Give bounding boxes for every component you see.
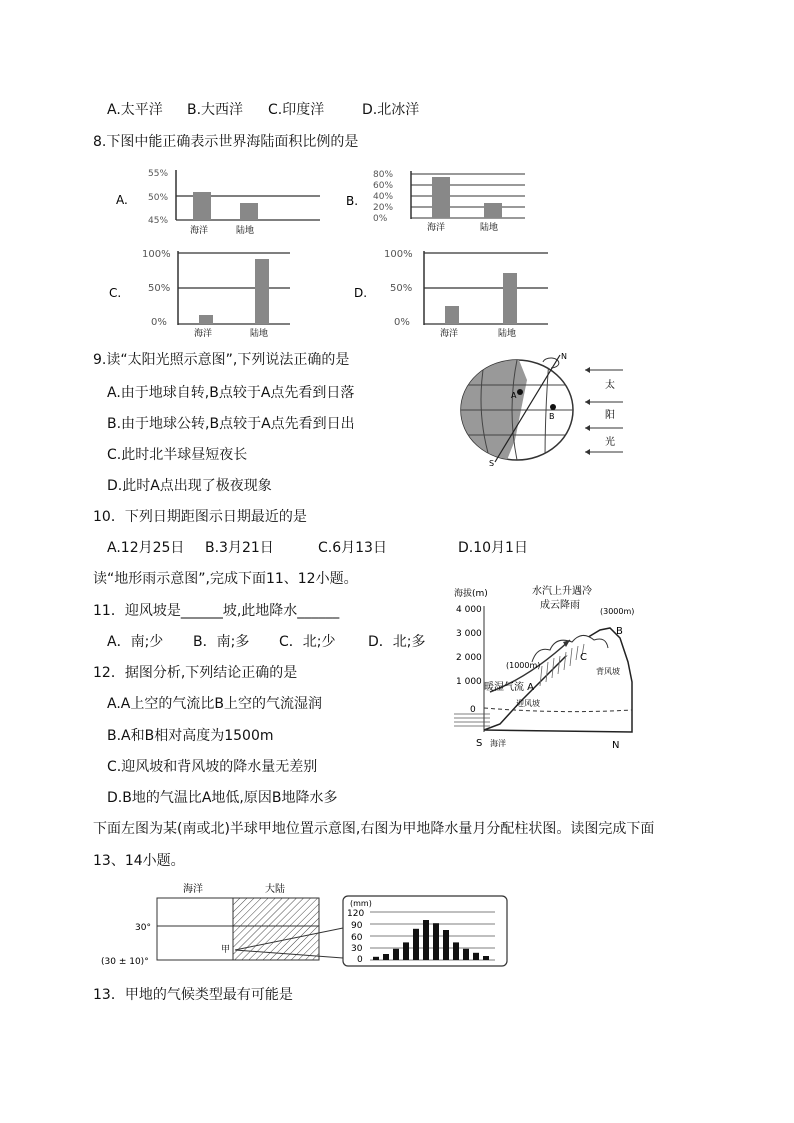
tick: 100% [142, 249, 171, 260]
orographic-rain-diagram [450, 582, 640, 756]
bar-land [255, 259, 269, 324]
point-a-label: A [511, 391, 517, 400]
sun-char-3: 光 [605, 437, 615, 448]
tick: 50% [148, 193, 169, 203]
q10-option-c: C.6月13日 [318, 540, 387, 556]
lat-30-label: 30° [135, 923, 151, 933]
tick: 55% [148, 169, 169, 179]
tick: 30 [351, 944, 363, 954]
location-precip-figure [95, 880, 515, 974]
tick: 3 000 [456, 629, 482, 639]
ocean-label: 海洋 [183, 884, 203, 895]
tick: 0% [151, 317, 167, 328]
tick: 0% [373, 214, 388, 224]
q8-chart-d [352, 243, 552, 347]
cat-land: 陆地 [250, 329, 269, 339]
tick: 4 000 [456, 605, 482, 615]
rain-title-2: 成云降雨 [540, 600, 580, 611]
sun-char-1: 太 [605, 380, 615, 391]
lat-range-label: (30 ± 10)° [101, 957, 149, 967]
jia-label: 甲 [221, 945, 231, 955]
q8-chart-b [343, 163, 533, 239]
sun-char-2: 阳 [605, 410, 615, 421]
tick: 80% [373, 170, 394, 180]
bar-ocean [193, 192, 211, 220]
south-label: S [476, 738, 483, 749]
precip-bar-4 [403, 942, 409, 960]
tick: 2 000 [456, 653, 482, 663]
q11-option-d: D．北;多 [368, 634, 426, 650]
q12-option-a: A.A上空的气流比B上空的气流湿润 [107, 696, 322, 712]
cat-ocean: 海洋 [440, 329, 459, 339]
q11-option-a: A．南;少 [107, 634, 164, 650]
q12-option-b: B.A和B相对高度为1500m [107, 728, 274, 744]
q10-option-d: D.10月1日 [458, 540, 528, 556]
precip-bar-8 [443, 930, 449, 960]
leeward-label: 背风坡 [596, 667, 620, 676]
cat-ocean: 海洋 [194, 329, 213, 339]
sunlight-diagram [455, 350, 630, 474]
ocean-label: 海洋 [490, 739, 506, 748]
chart-a-label: A. [116, 193, 128, 207]
tick: 60 [351, 933, 363, 943]
point-c: C [580, 652, 587, 663]
precip-unit: (mm) [350, 899, 372, 908]
rain-title-1: 水汽上升遇冷 [532, 586, 592, 597]
bar-land [240, 203, 258, 220]
precip-bar-3 [393, 949, 399, 960]
tick: 100% [384, 249, 413, 260]
precip-bar-2 [383, 954, 389, 960]
q7-option-d: D.北冰洋 [362, 102, 420, 118]
tick: 0 [357, 955, 363, 965]
tick: 1 000 [456, 677, 482, 687]
bar-ocean [432, 177, 450, 218]
windward-label: 迎风坡 [516, 699, 540, 708]
chart-b-label: B. [346, 194, 359, 208]
cat-land: 陆地 [480, 223, 499, 233]
point-b: B [616, 626, 623, 637]
warm-air-a: 暖湿气流 A [484, 682, 535, 693]
q12-option-d: D.B地的气温比A地低,原因B地降水多 [107, 790, 338, 806]
q10-option-a: A.12月25日 [107, 540, 185, 556]
tick: 0 [470, 705, 476, 715]
tick: 50% [148, 283, 171, 294]
intro-13-14-cont: 13、14小题。 [93, 853, 185, 869]
q11-stem: 11．迎风坡是______坡,此地降水______ [93, 603, 340, 619]
chart-d-label: D. [354, 286, 368, 300]
tick: 45% [148, 216, 169, 226]
chart-c-label: C. [109, 286, 122, 300]
bar-land [503, 273, 517, 324]
tick: 0% [394, 317, 410, 328]
q8-stem: 8.下图中能正确表示世界海陆面积比例的是 [93, 134, 359, 150]
bar-ocean [199, 315, 213, 324]
rain-ylabel: 海拔(m) [454, 589, 488, 599]
precip-bar-10 [463, 949, 469, 960]
q7-option-c: C.印度洋 [268, 102, 325, 118]
tick: 120 [347, 909, 365, 919]
south-label: S [489, 459, 495, 468]
precip-bar-1 [373, 957, 379, 960]
q9-option-c: C.此时北半球昼短夜长 [107, 447, 248, 463]
q12-stem: 12．据图分析,下列结论正确的是 [93, 665, 298, 681]
precip-bar-5 [413, 929, 419, 960]
q10-option-b: B.3月21日 [205, 540, 274, 556]
cat-land: 陆地 [498, 329, 517, 339]
tick: 90 [351, 921, 363, 931]
q12-option-c: C.迎风坡和背风坡的降水量无差别 [107, 759, 318, 775]
b-alt: (3000m) [600, 607, 635, 616]
cat-land: 陆地 [236, 226, 255, 234]
precip-bar-7 [433, 923, 439, 960]
a-alt: (1000m) [506, 661, 541, 670]
tick: 60% [373, 181, 394, 191]
q9-option-d: D.此时A点出现了极夜现象 [107, 478, 272, 494]
north-label: N [612, 740, 620, 751]
bar-ocean [445, 306, 459, 324]
tick: 40% [373, 192, 394, 202]
land-label: 大陆 [265, 884, 285, 895]
q9-option-b: B.由于地球公转,B点较于A点先看到日出 [107, 416, 355, 432]
q10-stem: 10．下列日期距图示日期最近的是 [93, 509, 307, 525]
bar-land [484, 203, 502, 218]
north-label: N [561, 352, 567, 361]
q11-option-c: C．北;少 [279, 634, 336, 650]
q13-stem: 13．甲地的气候类型最有可能是 [93, 987, 293, 1003]
precip-bar-12 [483, 956, 489, 960]
q7-option-a: A.太平洋 [107, 102, 163, 118]
intro-11-12: 读“地形雨示意图”,完成下面11、12小题。 [93, 571, 358, 587]
precip-bar-11 [473, 953, 479, 960]
q11-option-b: B．南;多 [193, 634, 250, 650]
q8-chart-c [106, 243, 296, 347]
point-b-label: B [549, 412, 555, 421]
q9-option-a: A.由于地球自转,B点较于A点先看到日落 [107, 385, 355, 401]
cat-ocean: 海洋 [190, 226, 209, 234]
tick: 20% [373, 203, 394, 213]
precip-bar-9 [453, 942, 459, 960]
tick: 50% [390, 283, 413, 294]
intro-13-14: 下面左图为某(南或北)半球甲地位置示意图,右图为甲地降水量月分配柱状图。读图完成下面 [93, 821, 655, 837]
cat-ocean: 海洋 [427, 223, 446, 233]
q8-chart-a [108, 162, 328, 238]
q9-stem: 9.读“太阳光照示意图”,下列说法正确的是 [93, 352, 350, 368]
precip-bar-6 [423, 920, 429, 960]
q7-option-b: B.大西洋 [187, 102, 244, 118]
